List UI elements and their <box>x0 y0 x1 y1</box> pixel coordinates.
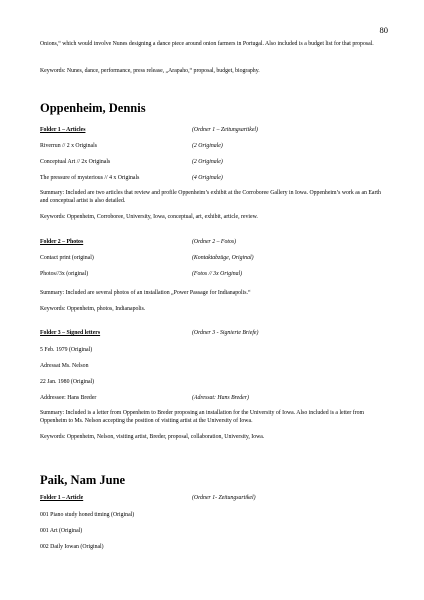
folder-title: Folder 1 – Articles <box>40 127 86 133</box>
item-label-german: (2 Originale) <box>192 159 223 165</box>
folder-title: Folder 3 – Signed letters <box>40 330 101 336</box>
folder-title-german: (Ordner 3 - Signierte Briefe) <box>192 330 259 336</box>
list-item: 001 Art (Original) <box>40 528 83 534</box>
item-label-german: (Fotos // 3x Original) <box>192 271 243 277</box>
section-heading-oppenheim: Oppenheim, Dennis <box>40 101 146 115</box>
item-label: Contact print (original) <box>40 255 94 261</box>
summary-text: Summary: Included are several photos of an installation „Power Passage for Indianapolis.“ <box>40 290 251 296</box>
folder-title: Folder 2 – Photos <box>40 239 84 245</box>
folder-title-german: (Ordner 1- Zeitungsartikel) <box>192 495 256 501</box>
intro-keywords: Keywords: Nunes, dance, performance, press release, „Arapaho,“ proposal, budget, biography. <box>40 68 260 74</box>
list-item: 001 Piano study honed timing (Original) <box>40 512 135 518</box>
keywords-text: Keywords: Oppenheim, photos, Indianapolis. <box>40 306 146 312</box>
letter-date: 5 Feb. 1979 (Original) <box>40 347 93 353</box>
folder-title-german: (Ordner 1 – Zeitungsartikel) <box>192 127 258 133</box>
item-label-german: (2 Originale) <box>192 143 223 149</box>
list-item: 002 Daily Iowan (Original) <box>40 544 104 550</box>
keywords-text: Keywords: Oppenheim, Corroboree, University, Iowa, conceptual, art, exhibit, article, review. <box>40 214 258 220</box>
letter-addressee-german: (Adressat: Hans Breder) <box>192 395 249 401</box>
letter-date: 22 Jan. 1980 (Original) <box>40 379 95 385</box>
summary-text: Summary: Included is a letter from Oppenheim to Breder proposing an installation for the University of Iowa. Also included is a letter from Oppenheim to Ms. Nelson accepting the position of visiting artist at the University of Iowa. <box>40 410 365 424</box>
item-label: Photos//3x (original) <box>40 271 89 277</box>
item-label: The pressure of mysterious // 4 x Originals <box>40 175 140 181</box>
letter-addressee: Adressat Ms. Nelson <box>40 363 89 369</box>
item-label: Conceptual Art // 2x Originals <box>40 159 111 165</box>
folder-title-german: (Ordner 2 – Fotos) <box>192 239 237 245</box>
keywords-text: Keywords: Oppenheim, Nelson, visiting artist, Breder, proposal, collaboration, University, Iowa. <box>40 434 265 440</box>
summary-text: Summary: Included are two articles that review and profile Oppenheim’s exhibit at the Corroboree Gallery in Iowa. Oppenheim’s work as an Earth and conceptual artist is also detailed. <box>40 190 381 204</box>
intro-paragraph: Onions,“ which would involve Nunes designing a dance piece around onion farmers in Portugal. Also included is a budget list for that proposal. <box>40 41 374 47</box>
letter-addressee: Addressee: Hans Breder <box>40 395 97 401</box>
item-label: Riverrun // 2 x Originals <box>40 143 97 149</box>
item-label-german: (4 Originale) <box>192 175 223 181</box>
section-heading-paik: Paik, Nam June <box>40 473 126 487</box>
page-number: 80 <box>379 25 388 35</box>
item-label-german: (Kontaktabzüge, Original) <box>192 255 254 261</box>
folder-title: Folder 1 – Article <box>40 495 84 501</box>
